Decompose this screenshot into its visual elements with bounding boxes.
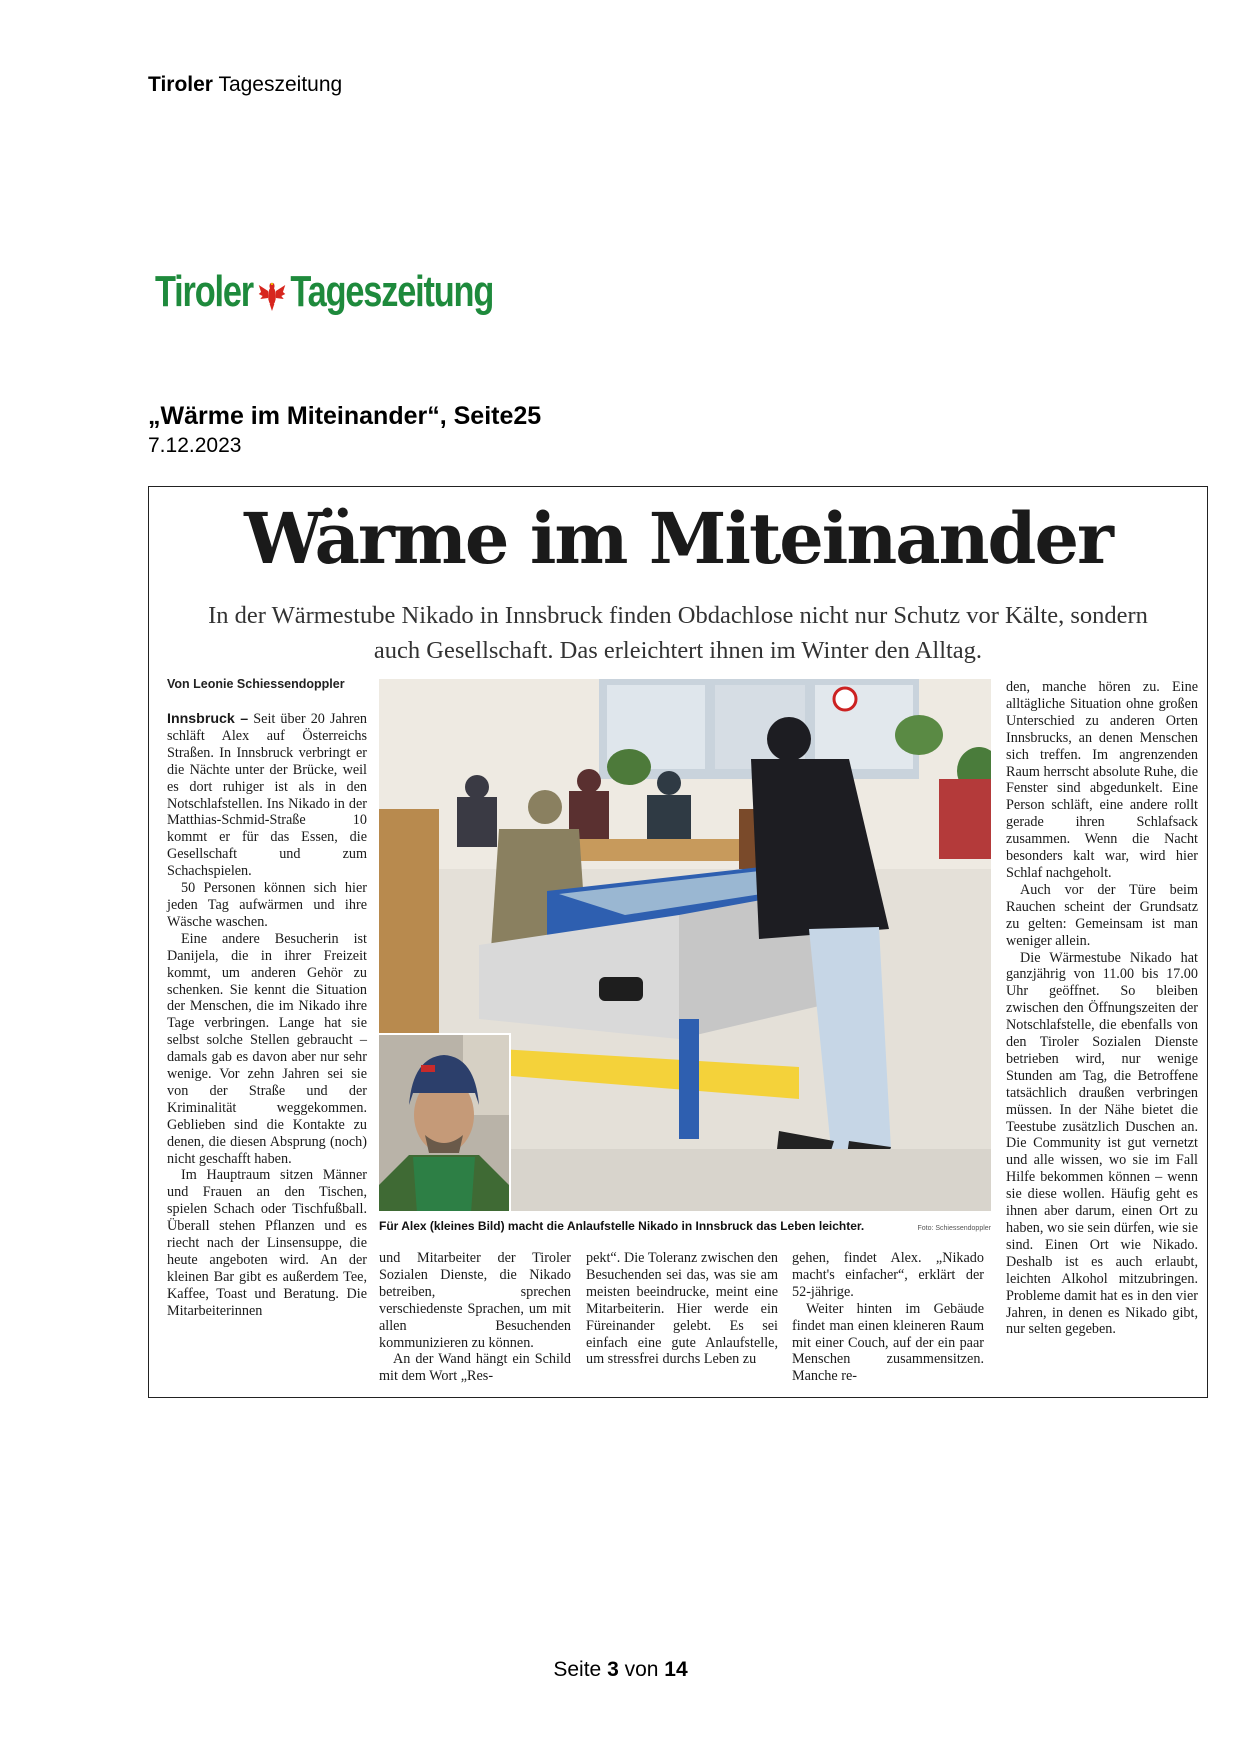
paragraph: Seit über 20 Jahren schläft Alex auf Österreichs Straßen. In Innsbruck verbringt er die Nächte unter der Brücke, weil es dort ruhiger ist als in den Notschlafstellen. Ins Nikado in der Matthias-Schmid-Straße 10 kommt er für das Essen, die Gesellschaft und zum Schachspielen.	[167, 711, 368, 880]
article-subheadline: In der Wärmestube Nikado in Innsbruck finden Obdachlose nicht nur Schutz vor Kälte, sondern auch Gesellschaft. Das erleichtert ihnen im Winter den Alltag.	[208, 602, 1148, 664]
paragraph: den, manche hören zu. Eine alltägliche Situation ohne großen Unterschied zu anderen Orten Innsbrucks, an denen Menschen sich treffen. Im angrenzenden Raum herrscht absolute Ruhe, die Fenster sind abgedunkelt. Eine Person schläft, eine andere rollt gerade ihren Schlafsack zusammen. Wenn die Nacht besonders kalt war, wird hier Schlaf nachgeholt.	[1006, 679, 1198, 881]
photo-caption: Für Alex (kleines Bild) macht die Anlaufstelle Nikado in Innsbruck das Leben leichter.	[379, 1219, 865, 1233]
paragraph: Weiter hinten im Gebäude findet man einen kleineren Raum mit einer Couch, auf der ein paar Menschen zusammensitzen. Manche re-	[792, 1300, 984, 1385]
lead-location: Innsbruck –	[167, 711, 249, 727]
paragraph: Die Wärmestube Nikado hat ganzjährig von 11.00 bis 17.00 Uhr geöffnet. So bleiben zwischen den Öffnungszeiten der Notschlafstelle, die ebenfalls von den Tiroler Sozialen Dienste betrieben wird, nur wenige Stunden am Tag, die Betroffene tatsächlich draußen verbringen müssen. In der Nähe bietet die Teestube zusätzlich Duschen an. Die Community ist gut vernetzt und alle wissen, wo sie im Fall Hilfe bekommen können – wenn sie diese wollen. Häufig geht es ihnen aber darum, einen Ort zu haben, wo sie sein dürfen, wie sie sind. Einen Ort wie Nikado. Deshalb ist es auch erlaubt, leichten Alkohol mitzubringen. Probleme damit hat es in den vier Jahren, in denen es Nikado gibt, nur selten gegeben.	[1006, 949, 1198, 1338]
photo-credit: Foto: Schiessendoppler	[917, 1225, 991, 1232]
paragraph: und Mitarbeiter der Tiroler Sozialen Dienste, die Nikado betreiben, sprechen verschiedenste Sprachen, um mit allen Besuchenden kommunizieren zu können.	[379, 1250, 571, 1351]
publication-name	[148, 73, 342, 97]
paragraph: pekt“. Die Toleranz zwischen den Besuchenden sei das, was sie am meisten beeindrucke, meint eine Mitarbeiterin. Hier werde ein Füreinander gelebt. Es sei einfach eine gute Anlaufstelle, um stressfrei durchs Leben zu	[586, 1250, 778, 1368]
paragraph: gehen, findet Alex. „Nikado macht's einfacher“, erklärt der 52-jährige.	[792, 1250, 984, 1300]
byline: Von Leonie Schiessendoppler	[167, 677, 345, 691]
footer-page-number: 3	[607, 1658, 619, 1681]
article-clipping	[148, 486, 1208, 1398]
inset-portrait-image	[379, 1033, 511, 1211]
text-column-4	[792, 1250, 984, 1385]
article-headline: Wärme im Miteinander	[244, 497, 1112, 580]
paragraph: 50 Personen können sich hier jeden Tag aufwärmen und ihre Wäsche waschen.	[167, 880, 367, 930]
logo-text-right: Tageszeitung	[290, 267, 494, 316]
logo-text-left: Tiroler	[155, 267, 253, 316]
publication-name-bold: Tiroler	[148, 73, 213, 96]
text-column-1	[167, 711, 367, 1320]
paragraph: Eine andere Besucherin ist Danijela, die in ihrer Freizeit kommt, um anderen Gehör zu schenken. Sie kennt die Situation der Menschen, die im Nikado ihre Tage verbringen. Lange hat sie selbst solche Stellen gebraucht – damals gab es davon aber nur sehr wenige. Vor zehn Jahren sei sie von der Straße und der Kriminalität weggekommen. Geblieben sind die Kontakte zu denen, die diesen Absprung (noch) nicht geschafft haben.	[167, 930, 367, 1167]
clip-date: 7.12.2023	[148, 434, 242, 457]
publication-name-rest: Tageszeitung	[218, 73, 343, 96]
paragraph: Auch vor der Türe beim Rauchen scheint der Grundsatz zu gelten: Gemeinsam ist man weniger allein.	[1006, 881, 1198, 949]
clip-title: „Wärme im Miteinander“, Seite25	[148, 402, 542, 430]
text-column-5	[1006, 679, 1198, 1338]
newspaper-logo	[155, 262, 493, 322]
text-column-2	[379, 1250, 571, 1385]
text-column-3	[586, 1250, 778, 1368]
paragraph: Im Hauptraum sitzen Männer und Frauen an den Tischen, spielen Schach oder Tischfußball. Überall stehen Pflanzen und es riecht nach der Linsensuppe, die heute angeboten wird. An der kleinen Bar gibt es außerdem Tee, Kaffee, Toast und Beratung. Die Mitarbeiterinnen	[167, 1167, 367, 1319]
main-photo	[379, 679, 991, 1211]
footer-prefix: Seite	[553, 1658, 602, 1681]
footer-middle: von	[624, 1658, 659, 1681]
tyrolean-eagle-icon	[258, 274, 286, 310]
photo-caption-row	[379, 1219, 991, 1233]
paragraph: An der Wand hängt ein Schild mit dem Wort „Res-	[379, 1351, 571, 1385]
footer-page-total: 14	[664, 1658, 688, 1681]
page-footer	[0, 1658, 1241, 1682]
